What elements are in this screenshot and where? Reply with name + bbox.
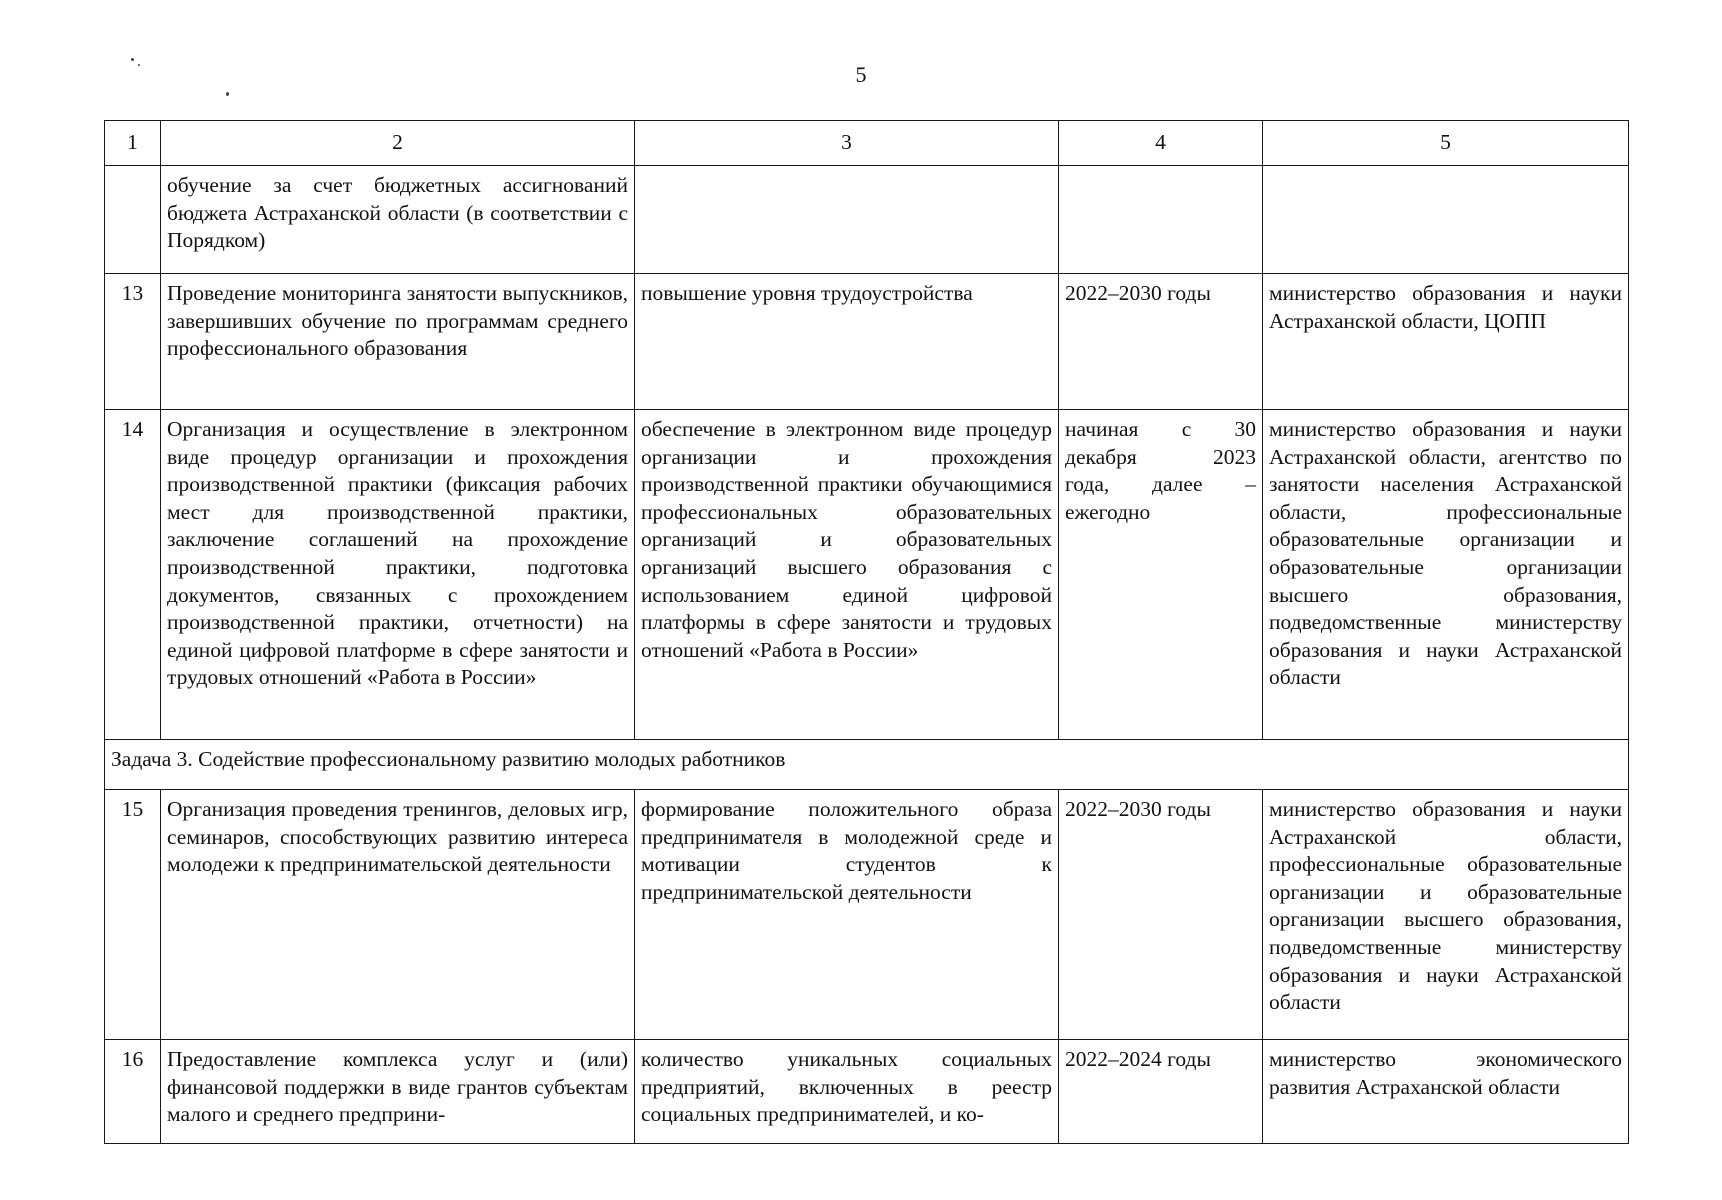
term-line: года, далее – <box>1065 472 1256 497</box>
term-cell: 2022–2030 годы <box>1059 790 1263 1040</box>
task-heading: Задача 3. Содействие профессиональному развитию молодых работников <box>105 740 1629 790</box>
result-cell <box>635 166 1059 274</box>
executors-cell <box>1263 166 1629 274</box>
column-header: 2 <box>161 121 635 166</box>
column-header: 1 <box>105 121 161 166</box>
row-number: 15 <box>105 790 161 1040</box>
result-cell: количество уникальных социальных предприятий, включенных в реестр социальных предпринимателей, и ко- <box>635 1040 1059 1144</box>
term-line: декабря 2023 <box>1065 444 1256 469</box>
measure-cell: Организация проведения тренингов, деловых игр, семинаров, способствующих развитию интереса молодежи к предпринимательской деятельности <box>161 790 635 1040</box>
scan-speck <box>131 58 134 61</box>
term-line: начиная с 30 <box>1065 417 1256 441</box>
term-line: ежегодно <box>1065 499 1151 524</box>
measure-cell: обучение за счет бюджетных ассигнований бюджета Астраханской области (в соответствии с Порядком) <box>161 166 635 274</box>
result-cell: повышение уровня трудоустройства <box>635 274 1059 410</box>
table-row <box>105 274 1629 410</box>
scan-speck <box>138 64 140 66</box>
row-number: 14 <box>105 410 161 740</box>
result-cell: формирование положительного образа предпринимателя в молодежной среде и мотивации студентов к предпринимательской деятельности <box>635 790 1059 1040</box>
row-number: 13 <box>105 274 161 410</box>
executors-cell: министерство образования и науки Астраханской области, профессиональные образовательные организации и образовательные организации высшего образования, подведомственные министерству образования и науки Астраханской области <box>1263 790 1629 1040</box>
result-cell: обеспечение в электронном виде процедур организации и прохождения производственной практики обучающимися профессиональных образовательных организаций и образовательных организаций высшего образования с использованием единой цифровой платформы в сфере занятости и трудовых отношений «Работа в России» <box>635 410 1059 740</box>
table-row <box>105 410 1629 740</box>
task-row <box>105 740 1629 790</box>
row-number <box>105 166 161 274</box>
table-header-row <box>105 121 1629 166</box>
measures-table <box>104 120 1629 1144</box>
measure-cell: Организация и осуществление в электронном виде процедур организации и прохождения производственной практики (фиксация рабочих мест для производственной практики, заключение соглашений на прохождение производственной практики, подготовка документов, связанных с прохождением производственной практики, отчетности) на единой цифровой платформе в сфере занятости и трудовых отношений «Работа в России» <box>161 410 635 740</box>
executors-cell: министерство экономического развития Астраханской области <box>1263 1040 1629 1144</box>
measure-cell: Проведение мониторинга занятости выпускников, завершивших обучение по программам среднего профессионального образования <box>161 274 635 410</box>
scan-speck <box>226 92 229 96</box>
table-row <box>105 166 1629 274</box>
term-cell <box>1059 410 1263 740</box>
page-number: 5 <box>855 62 867 87</box>
term-cell <box>1059 166 1263 274</box>
column-header: 4 <box>1059 121 1263 166</box>
column-header: 5 <box>1263 121 1629 166</box>
executors-cell: министерство образования и науки Астраханской области, агентство по занятости населения Астраханской области, профессиональные образовательные организации и образовательные организации высшего образования, подведомственные министерству образования и науки Астраханской области <box>1263 410 1629 740</box>
row-number: 16 <box>105 1040 161 1144</box>
table-row <box>105 790 1629 1040</box>
term-cell: 2022–2024 годы <box>1059 1040 1263 1144</box>
term-cell: 2022–2030 годы <box>1059 274 1263 410</box>
table-row <box>105 1040 1629 1144</box>
column-header: 3 <box>635 121 1059 166</box>
measure-cell: Предоставление комплекса услуг и (или) финансовой поддержки в виде грантов субъектам малого и среднего предприни- <box>161 1040 635 1144</box>
executors-cell: министерство образования и науки Астраханской области, ЦОПП <box>1263 274 1629 410</box>
